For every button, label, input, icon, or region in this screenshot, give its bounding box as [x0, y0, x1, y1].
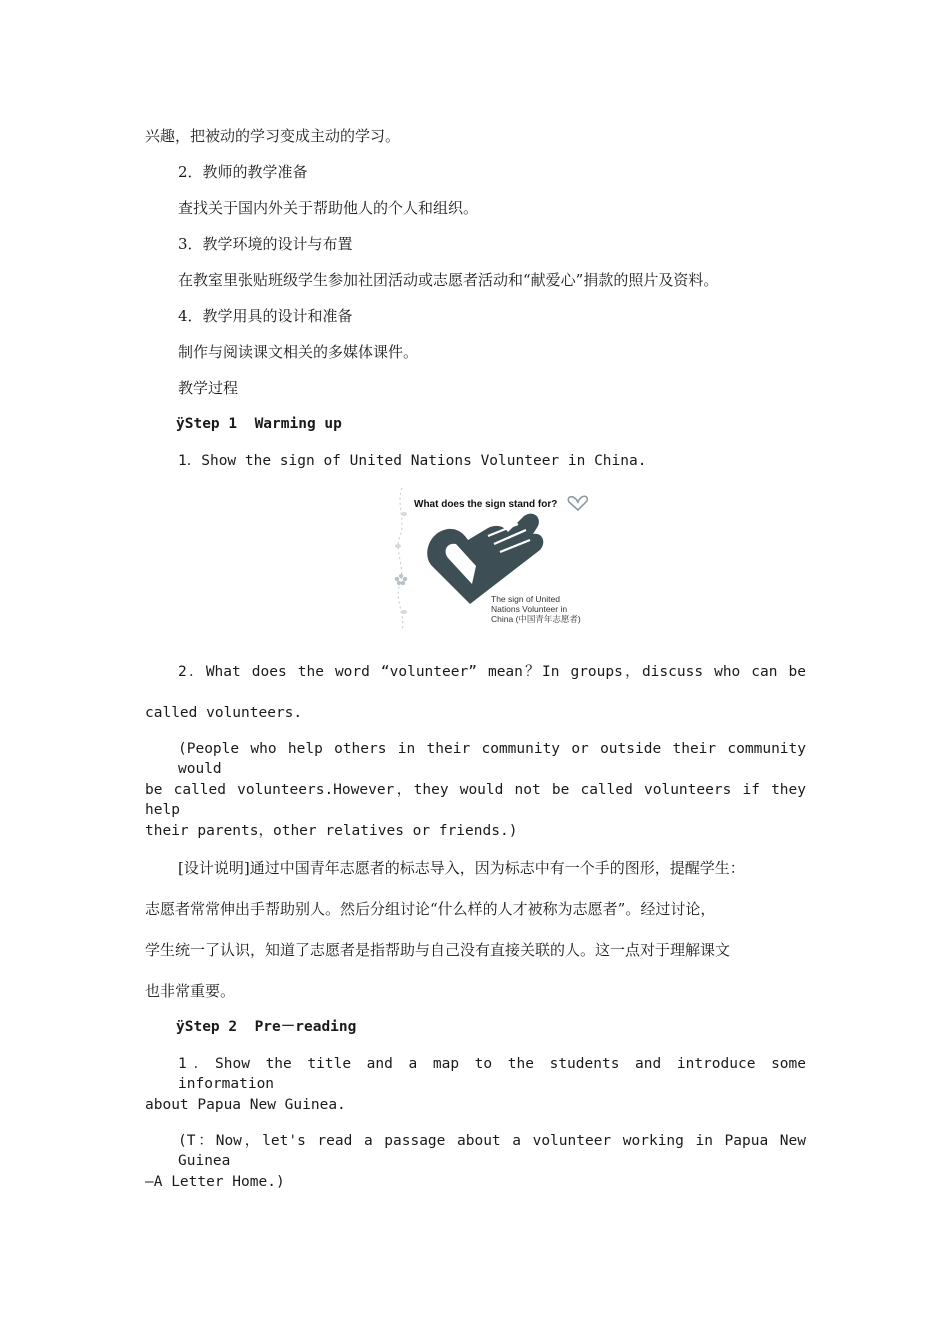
heading-teaching-process: 教学过程	[178, 379, 239, 397]
heading-tools: 4．教学用具的设计和准备	[178, 307, 353, 325]
flower-icon	[395, 574, 407, 585]
paragraph-continuation: 兴趣，把被动的学习变成主动的学习。	[145, 127, 401, 145]
heading-teacher-preparation: 2．教师的教学准备	[178, 163, 308, 181]
design-note-line3: 学生统一了认识，知道了志愿者是指帮助与自己没有直接关联的人。这一点对于理解课文	[145, 941, 731, 959]
figure-caption-line3: China (中国青年志愿者)	[491, 614, 581, 624]
step1-item1: 1．Show the sign of United Nations Volunteer in China.	[178, 453, 647, 469]
step2-title-text: Step 2 Pre－reading	[184, 1019, 357, 1035]
design-note-line2: 志愿者常常伸出手帮助别人。然后分组讨论“什么样的人才被称为志愿者”。经过讨论，	[145, 900, 716, 918]
step1-item2-line1: 2．What does the word “volunteer” mean？In groups，discuss who can be	[178, 664, 806, 680]
step2-item1-line1: 1．Show the title and a map to the students and introduce some information	[178, 1056, 806, 1092]
step1-answer-line1: (People who help others in their community or outside their community would	[178, 741, 806, 777]
vine-decoration	[398, 488, 403, 630]
step1-answer-line2: be called volunteers.However，they would not be called volunteers if they help	[145, 782, 806, 818]
step-marker: ÿ	[176, 1019, 185, 1035]
step2-title	[176, 1017, 356, 1037]
step-marker: ÿ	[176, 416, 185, 432]
figure-caption-line2: Nations Volunteer in	[491, 604, 568, 614]
step2-teacher-line2: —A Letter Home.)	[145, 1174, 285, 1190]
figure-question: What does the sign stand for?	[414, 499, 558, 510]
volunteer-sign-figure	[392, 484, 592, 634]
step2-item1-line2: about Papua New Guinea.	[145, 1097, 346, 1113]
paragraph-environment: 在教室里张贴班级学生参加社团活动或志愿者活动和“献爱心”捐款的照片及资料。	[178, 271, 719, 289]
paragraph-teacher-preparation: 查找关于国内外关于帮助他人的个人和组织。	[178, 199, 479, 217]
step1-title-text: Step 1 Warming up	[184, 416, 342, 432]
step1-item2-line2: called volunteers.	[145, 705, 303, 721]
step1-answer-line3: their parents，other relatives or friends.)	[145, 823, 518, 839]
small-heart-icon	[568, 496, 587, 510]
paragraph-tools: 制作与阅读课文相关的多媒体课件。	[178, 343, 419, 361]
design-note-line1: [设计说明]通过中国青年志愿者的标志导入，因为标志中有一个手的图形，提醒学生：	[178, 859, 745, 877]
figure-caption-line1: The sign of United	[491, 594, 560, 604]
design-note-line4: 也非常重要。	[145, 982, 236, 1000]
step2-teacher-line1: (T：Now，let's read a passage about a volunteer working in Papua New Guinea	[178, 1133, 806, 1169]
volunteer-heart-hand-icon	[427, 514, 543, 604]
step1-title	[176, 414, 342, 434]
heading-environment: 3．教学环境的设计与布置	[178, 235, 353, 253]
